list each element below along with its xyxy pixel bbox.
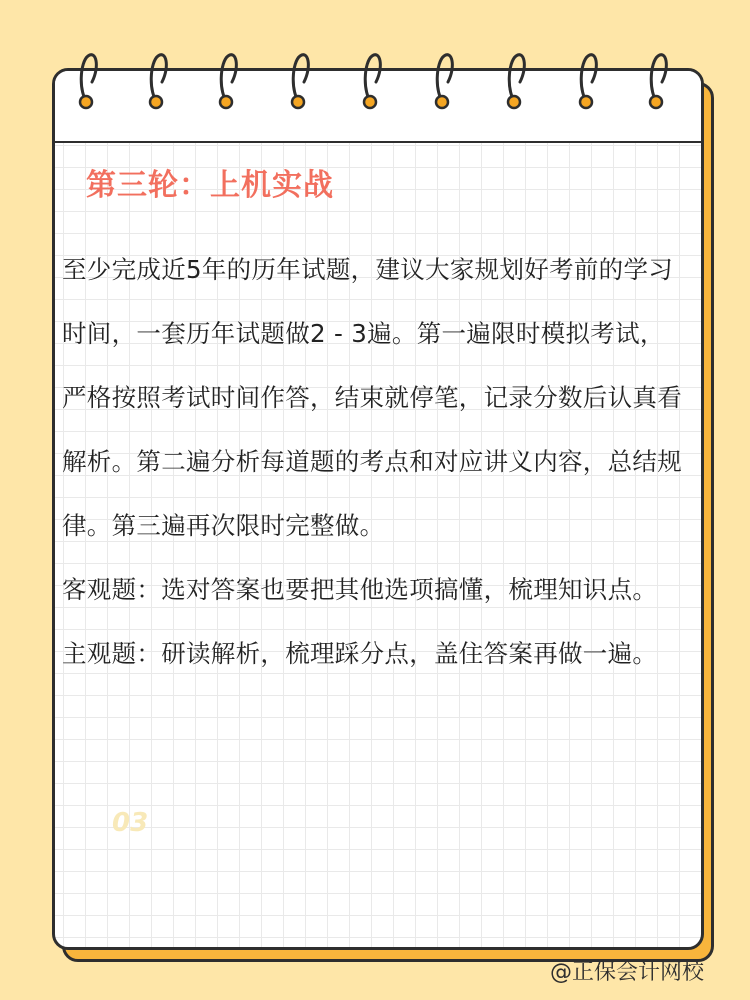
spiral-ring-icon <box>574 52 602 112</box>
spiral-ring-icon <box>502 52 530 112</box>
spiral-ring-icon <box>430 52 458 112</box>
paragraph-main: 至少完成近5年的历年试题，建议大家规划好考前的学习时间，一套历年试题做2 - 3遍。第一遍限时模拟考试，严格按照考试时间作答，结束就停笔，记录分数后认真看解析。第二遍分析每道题的考点和对应讲义内容，总结规律。第三遍再次限时完整做。 <box>62 255 682 540</box>
spiral-rings <box>52 52 704 122</box>
paragraph-subjective: 主观题：研读解析，梳理踩分点，盖住答案再做一遍。 <box>62 639 658 668</box>
spiral-ring-icon <box>644 52 672 112</box>
paragraph-objective: 客观题：选对答案也要把其他选项搞懂，梳理知识点。 <box>62 575 658 604</box>
footer-credit: @正保会计网校 <box>549 960 704 985</box>
spiral-ring-icon <box>286 52 314 112</box>
spiral-ring-icon <box>358 52 386 112</box>
spiral-ring-icon <box>74 52 102 112</box>
watermark-number: 03 <box>112 808 149 838</box>
note-content <box>62 150 684 686</box>
section-heading: 第三轮：上机实战 <box>86 168 334 203</box>
spiral-ring-icon <box>214 52 242 112</box>
spiral-ring-icon <box>144 52 172 112</box>
